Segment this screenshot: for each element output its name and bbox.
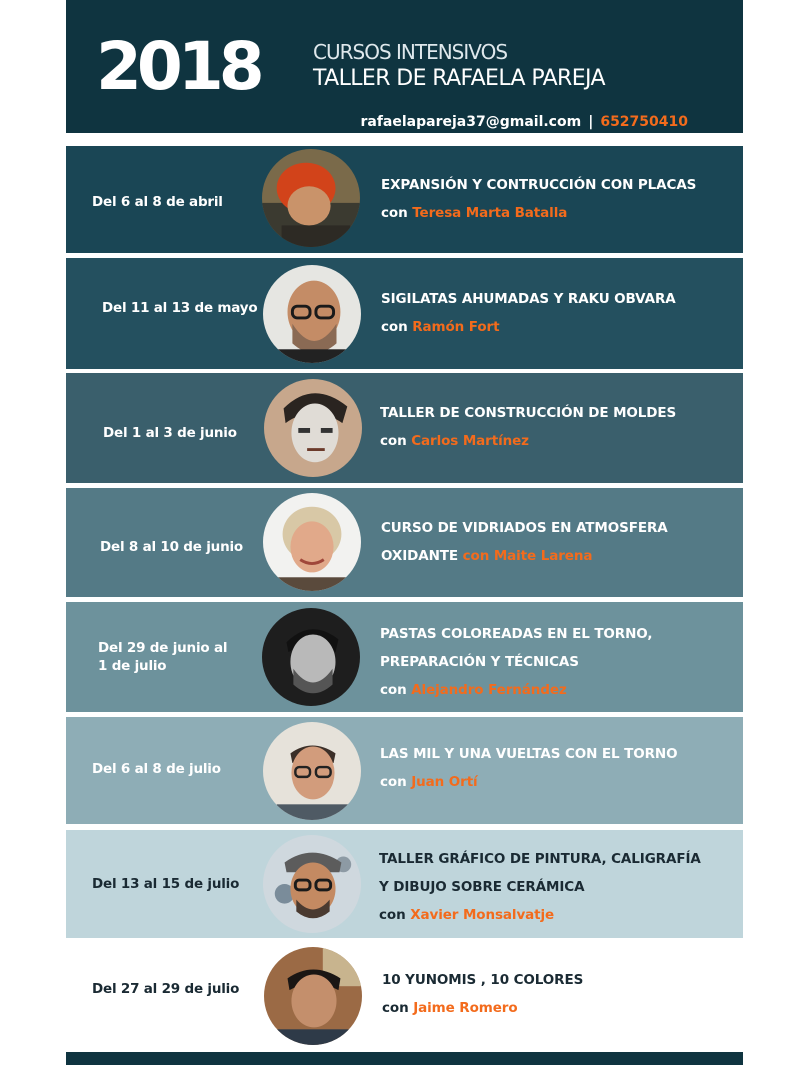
course-date: Del 6 al 8 de abril <box>92 194 223 210</box>
course-row <box>66 602 743 712</box>
course-info <box>381 285 676 341</box>
instructor-name[interactable]: Carlos Martínez <box>411 433 529 449</box>
course-title-line2: PREPARACIÓN Y TÉCNICAS <box>380 654 579 670</box>
course-info <box>380 620 652 704</box>
course-title: PASTAS COLOREADAS EN EL TORNO, <box>380 626 653 642</box>
header-subtitle: CURSOS INTENSIVOS <box>313 40 508 64</box>
course-title: SIGILATAS AHUMADAS Y RAKU OBVARA <box>381 291 676 307</box>
header-title: TALLER DE RAFAELA PAREJA <box>313 66 605 91</box>
course-date-line1: Del 29 de junio al <box>98 640 228 656</box>
con-label: con <box>379 907 406 923</box>
instructor-photo <box>263 265 361 363</box>
course-date: Del 11 al 13 de mayo <box>102 300 258 316</box>
course-date: Del 13 al 15 de julio <box>92 876 240 892</box>
course-info <box>380 399 676 455</box>
con-label: con <box>381 205 408 221</box>
course-date: Del 27 al 29 de julio <box>92 981 240 997</box>
course-row <box>66 943 743 1047</box>
course-title: TALLER DE CONSTRUCCIÓN DE MOLDES <box>380 405 677 421</box>
footer-bar <box>66 1052 743 1065</box>
instructor-photo <box>263 493 361 591</box>
con-label: con <box>382 1000 409 1016</box>
instructor-name[interactable]: Jaime Romero <box>413 1000 518 1016</box>
course-row <box>66 830 743 938</box>
instructor-name[interactable]: Ramón Fort <box>412 319 500 335</box>
course-row <box>66 488 743 597</box>
con-label: con <box>380 433 407 449</box>
contact-line <box>360 114 688 130</box>
instructor-photo <box>263 835 361 933</box>
course-info <box>379 845 701 929</box>
course-date <box>98 639 227 675</box>
course-title: CURSO DE VIDRIADOS EN ATMOSFERA <box>381 520 668 536</box>
course-date: Del 6 al 8 de julio <box>92 761 221 777</box>
course-title: 10 YUNOMIS , 10 COLORES <box>382 972 584 988</box>
course-date-line2: 1 de julio <box>98 658 167 674</box>
course-title-line2: OXIDANTE <box>381 548 459 564</box>
email-link[interactable]: rafaelapareja37@gmail.com <box>360 114 582 130</box>
instructor-photo <box>264 947 362 1045</box>
course-info <box>381 171 696 227</box>
contact-separator: | <box>588 114 594 130</box>
instructor-name[interactable]: con Maite Larena <box>462 548 593 564</box>
course-info <box>381 514 668 570</box>
instructor-name[interactable]: Xavier Monsalvatje <box>410 907 555 923</box>
header-banner <box>66 0 743 133</box>
course-info <box>382 966 583 1022</box>
instructor-photo <box>263 722 361 820</box>
course-title: TALLER GRÁFICO DE PINTURA, CALIGRAFÍA <box>379 851 701 867</box>
instructor-name[interactable]: Teresa Marta Batalla <box>412 205 568 221</box>
instructor-name[interactable]: Juan Ortí <box>411 774 478 790</box>
instructor-name[interactable]: Alejandro Fernández <box>411 682 567 698</box>
course-date: Del 8 al 10 de junio <box>100 539 243 555</box>
course-row <box>66 717 743 824</box>
course-title: EXPANSIÓN Y CONTRUCCIÓN CON PLACAS <box>381 177 697 193</box>
course-row <box>66 146 743 253</box>
course-row <box>66 258 743 369</box>
course-title-line2: Y DIBUJO SOBRE CERÁMICA <box>379 879 585 895</box>
con-label: con <box>380 682 407 698</box>
con-label: con <box>380 774 407 790</box>
phone-number[interactable]: 652750410 <box>600 114 688 130</box>
course-date: Del 1 al 3 de junio <box>103 425 237 441</box>
instructor-photo <box>264 379 362 477</box>
instructor-photo <box>262 608 360 706</box>
con-label: con <box>381 319 408 335</box>
course-row <box>66 373 743 483</box>
course-title: LAS MIL Y UNA VUELTAS CON EL TORNO <box>380 746 678 762</box>
instructor-photo <box>262 149 360 247</box>
course-info <box>380 740 678 796</box>
year-title: 2018 <box>96 28 260 105</box>
